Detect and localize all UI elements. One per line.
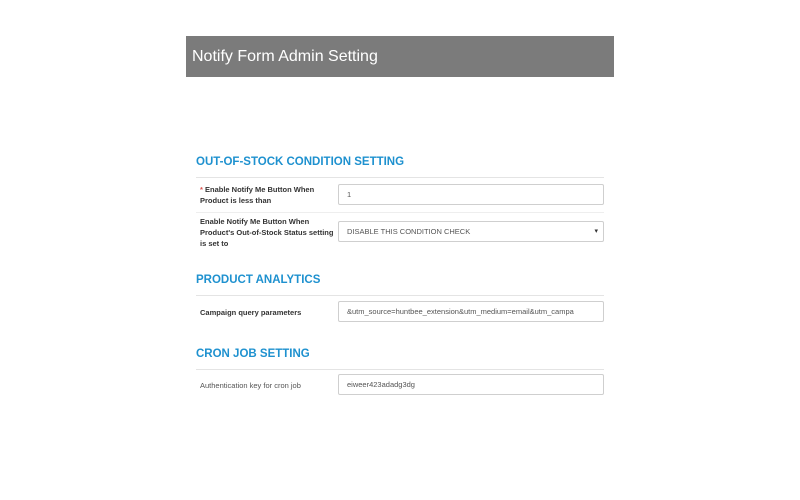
campaign-params-input[interactable]: &utm_source=huntbee_extension&utm_medium=email&utm_campa <box>338 301 604 322</box>
section-title-out-of-stock: OUT-OF-STOCK CONDITION SETTING <box>196 156 405 168</box>
stock-status-select[interactable] <box>338 221 604 242</box>
field-label-cron-key: Authentication key for cron job <box>200 381 301 390</box>
form-row-stock-status <box>196 216 604 252</box>
stock-status-selected-value: DISABLE THIS CONDITION CHECK <box>347 227 471 236</box>
required-marker: * <box>200 185 203 194</box>
section-title-product-analytics: PRODUCT ANALYTICS <box>196 274 321 286</box>
form-row-campaign-params <box>196 301 604 327</box>
min-quantity-input[interactable]: 1 <box>338 184 604 205</box>
form-row-cron-key <box>196 374 604 400</box>
label-text: Enable Notify Me Button When Product is less than <box>200 185 315 205</box>
field-label-campaign-params: Campaign query parameters <box>200 308 302 317</box>
field-label-stock-status: Enable Notify Me Button When Product's Out-of-Stock Status setting is set to <box>200 217 334 248</box>
page-title: Notify Form Admin Setting <box>192 48 378 65</box>
section-divider <box>196 295 604 296</box>
section-title-cron-job: CRON JOB SETTING <box>196 348 310 360</box>
section-divider <box>196 177 604 178</box>
form-row-min-quantity <box>196 183 604 209</box>
row-divider <box>196 212 604 213</box>
panel-header <box>186 36 614 77</box>
section-divider <box>196 369 604 370</box>
chevron-down-icon: ▾ <box>594 228 598 235</box>
admin-settings-panel <box>186 36 614 464</box>
field-label-min-quantity <box>200 184 335 206</box>
cron-key-input[interactable]: eiweer423adadg3dg <box>338 374 604 395</box>
